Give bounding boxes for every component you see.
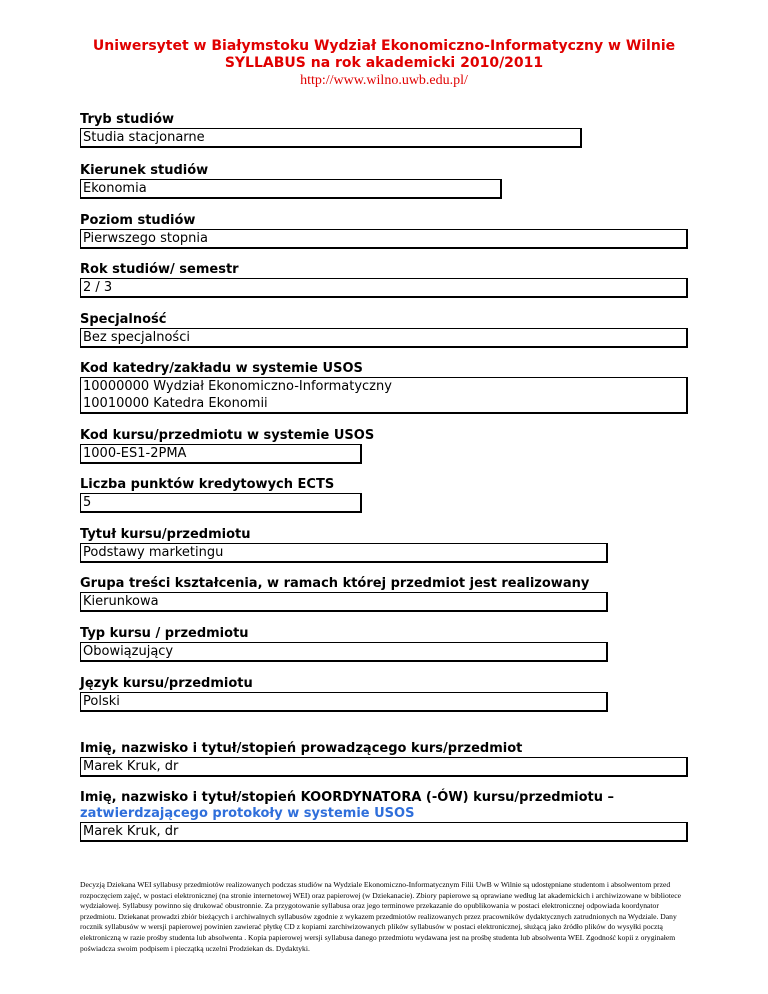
field-label: Poziom studiów <box>80 213 196 228</box>
field-value: Bez specjalności <box>80 328 688 348</box>
field-poziom-studiow <box>80 213 688 249</box>
field-value: Polski <box>80 692 608 712</box>
field-ects <box>80 477 362 513</box>
field-value: Studia stacjonarne <box>80 128 582 148</box>
field-label-highlight: zatwierdzającego protokoły w systemie USOS <box>80 806 415 821</box>
field-value: Marek Kruk, dr <box>80 822 688 842</box>
field-tryb-studiow <box>80 112 582 148</box>
document-header <box>0 38 768 90</box>
field-label: Rok studiów/ semestr <box>80 262 239 277</box>
field-value-line: 10000000 Wydział Ekonomiczno-Informatyczny <box>83 379 392 394</box>
field-value: Kierunkowa <box>80 592 608 612</box>
field-label: Kod kursu/przedmiotu w systemie USOS <box>80 428 375 443</box>
field-value: Obowiązujący <box>80 642 608 662</box>
header-url[interactable]: http://www.wilno.uwb.edu.pl/ <box>300 73 468 88</box>
field-label: Język kursu/przedmiotu <box>80 676 253 691</box>
field-label-text: Imię, nazwisko i tytuł/stopień KOORDYNATORA (-ÓW) kursu/przedmiotu – <box>80 790 615 805</box>
field-rok-semestr <box>80 262 688 298</box>
field-label: Kod katedry/zakładu w systemie USOS <box>80 361 363 376</box>
field-label: Tryb studiów <box>80 112 175 127</box>
field-label <box>80 790 688 822</box>
field-value: Marek Kruk, dr <box>80 757 688 777</box>
field-value: Podstawy marketingu <box>80 543 608 563</box>
field-kierunek-studiow <box>80 163 502 199</box>
field-typ-kursu <box>80 626 608 662</box>
field-label: Typ kursu / przedmiotu <box>80 626 249 641</box>
field-value-line: 10010000 Katedra Ekonomii <box>83 396 268 411</box>
field-value: 1000-ES1-2PMA <box>80 444 362 464</box>
header-university: Uniwersytet w Białymstoku Wydział Ekonomiczno-Informatyczny w Wilnie <box>92 38 676 54</box>
field-value: Ekonomia <box>80 179 502 199</box>
field-kod-kursu <box>80 428 374 464</box>
field-label: Imię, nazwisko i tytuł/stopień prowadzącego kurs/przedmiot <box>80 741 523 756</box>
field-value: 2 / 3 <box>80 278 688 298</box>
field-specjalnosc <box>80 312 688 348</box>
field-tytul-kursu <box>80 527 608 563</box>
field-label: Tytuł kursu/przedmiotu <box>80 527 251 542</box>
header-syllabus-year: SYLLABUS na rok akademicki 2010/2011 <box>224 55 544 71</box>
field-jezyk-kursu <box>80 676 608 712</box>
field-kod-katedry <box>80 361 688 414</box>
field-label: Grupa treści kształcenia, w ramach której przedmiot jest realizowany <box>80 576 590 591</box>
field-value <box>80 377 688 414</box>
field-value: 5 <box>80 493 362 513</box>
footer-note: Decyzją Dziekana WEI syllabusy przedmiotów realizowanych podczas studiów na Wydziale Ekonomiczno-Informatycznym Filii UwB w Wilnie są udostępniane studentom i absolwentom przed rozpoczęciem zajęć, w postaci elektronicznej (na stronie internetowej WEI) oraz papierowej (w Dziekanacie). Zbiory papierowe są oprawiane według lat akademickich i archiwizowane w bibliotece wydziałowej. Syllabusy powinno się drukować obustronnie. Za przygotowanie syllabusa oraz jego terminowe przekazanie do opublikowania w postaci elektronicznej odpowiada koordynator przedmiotu. Dziekanat prowadzi zbiór bieżących i archiwalnych syllabusów zgodnie z wykazem przedmiotów realizowanych przez pracowników dydaktycznych zatrudnionych na Wydziale. Dany rocznik syllabusów w wersji papierowej powinien zawierać płytkę CD z kopiami zarchiwizowanych plików syllabusów w postaci elektronicznej, służącą jako źródło plików do wysyłki pocztą elektroniczną w razie prośby studenta lub absolwenta . Kopia papierowej wersji syllabusa danego przedmiotu wydawana jest na prośbę studenta lub absolwenta WEI. Zgodność kopii z oryginałem poświadcza swoim podpisem i pieczątką uczelni Prodziekan ds. Dydaktyki. <box>80 880 681 953</box>
field-label: Kierunek studiów <box>80 163 209 178</box>
field-grupa-tresci <box>80 576 608 612</box>
field-prowadzacy <box>80 741 688 777</box>
field-value: Pierwszego stopnia <box>80 229 688 249</box>
field-label: Liczba punktów kredytowych ECTS <box>80 477 335 492</box>
field-koordynator <box>80 790 688 842</box>
field-label: Specjalność <box>80 312 167 327</box>
